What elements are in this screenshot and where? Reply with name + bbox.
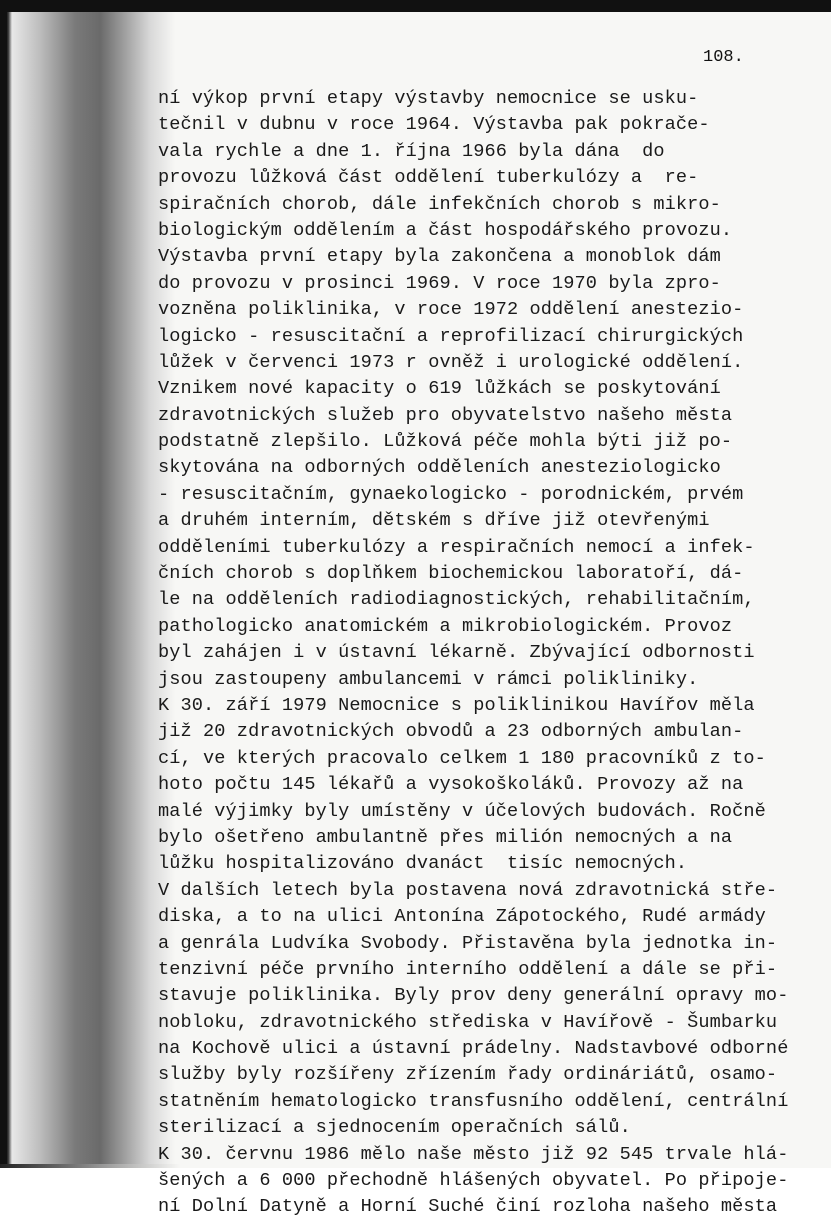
text-line: stavuje poliklinika. Byly prov deny generální opravy mo-: [158, 985, 789, 1007]
text-line: vala rychle a dne 1. října 1966 byla dána do: [158, 140, 665, 162]
text-line: tečnil v dubnu v roce 1964. Výstavba pak pokrače-: [158, 114, 710, 136]
text-line: již 20 zdravotnických obvodů a 23 odborných ambulan-: [158, 721, 744, 743]
text-line: a druhém interním, dětském s dříve již otevřenými: [158, 510, 710, 532]
scan-top-edge: [0, 0, 831, 12]
text-line: cí, ve kterých pracovalo celkem 1 180 pracovníků z to-: [158, 747, 766, 769]
scan-bottom-edge: [0, 1164, 180, 1168]
text-line: biologickým oddělením a část hospodářského provozu.: [158, 219, 733, 241]
text-line: lůžku hospitalizováno dvanáct tisíc nemocných.: [158, 853, 688, 875]
text-line: služby byly rozšířeny zřízením řady ordináriátů, osamo-: [158, 1064, 778, 1086]
text-line: pathologicko anatomickém a mikrobiologickém. Provoz: [158, 615, 733, 637]
text-line: lůžek v červenci 1973 r ovněž i urologické oddělení.: [158, 351, 744, 373]
text-line: byl zahájen i v ústavní lékarně. Zbývající odbornosti: [158, 642, 755, 664]
text-line: a genrála Ludvíka Svobody. Přistavěna byla jednotka in-: [158, 932, 778, 954]
typewritten-body: [158, 86, 788, 1221]
text-line: statněním hematologicko transfusního oddělení, centrální: [158, 1090, 789, 1112]
text-line: zdravotnických služeb pro obyvatelstvo našeho města: [158, 404, 733, 426]
text-line: spiračních chorob, dále infekčních chorob s mikro-: [158, 193, 721, 215]
text-line: logicko - resuscitační a reprofilizací chirurgických: [158, 325, 744, 347]
binding-shadow: [0, 0, 175, 1168]
text-line: na Kochově ulici a ústavní prádelny. Nadstavbové odborné: [158, 1038, 789, 1060]
text-line: čních chorob s doplňkem biochemickou laboratoří, dá-: [158, 563, 744, 585]
text-line: nobloku, zdravotnického střediska v Havířově - Šumbarku: [158, 1011, 778, 1033]
text-line: jsou zastoupeny ambulancemi v rámci polikliniky.: [158, 668, 699, 690]
text-line: skytována na odborných odděleních anesteziologicko: [158, 457, 721, 479]
text-line: do provozu v prosinci 1969. V roce 1970 byla zpro-: [158, 272, 721, 294]
text-line: vozněna poliklinika, v roce 1972 oddělení anestezio-: [158, 299, 744, 321]
page-number: 108.: [703, 48, 744, 67]
text-line: sterilizací a sjednocením operačních sálů.: [158, 1117, 631, 1139]
text-line: K 30. červnu 1986 mělo naše město již 92 545 trvale hlá-: [158, 1143, 789, 1165]
text-line: K 30. září 1979 Nemocnice s poliklinikou Havířov měla: [158, 694, 755, 716]
text-line: podstatně zlepšilo. Lůžková péče mohla býti již po-: [158, 431, 733, 453]
text-line: hoto počtu 145 lékařů a vysokoškoláků. Provozy až na: [158, 774, 744, 796]
text-line: Výstavba první etapy byla zakončena a monoblok dám: [158, 246, 721, 268]
text-line: ní výkop první etapy výstavby nemocnice se usku-: [158, 88, 699, 109]
text-line: malé výjimky byly umístěny v účelových budovách. Ročně: [158, 800, 766, 822]
text-line: odděleními tuberkulózy a respiračních nemocí a infek-: [158, 536, 755, 558]
text-line: provozu lůžková část oddělení tuberkulózy a re-: [158, 167, 699, 189]
text-line: bylo ošetřeno ambulantně přes milión nemocných a na: [158, 826, 733, 848]
text-line: - resuscitačním, gynaekologicko - porodnickém, prvém: [158, 483, 744, 505]
text-line: le na odděleních radiodiagnostických, rehabilitačním,: [158, 589, 755, 611]
text-line: diska, a to na ulici Antonína Zápotockého, Rudé armády: [158, 906, 766, 928]
scan-edge: [0, 0, 7, 1168]
text-line: V dalších letech byla postavena nová zdravotnická stře-: [158, 879, 778, 901]
text-line: Vznikem nové kapacity o 619 lůžkách se poskytování: [158, 378, 721, 400]
text-line: tenzivní péče prvního interního oddělení a dále se při-: [158, 958, 778, 980]
text-line: šených a 6 000 přechodně hlášených obyvatel. Po připoje-: [158, 1170, 789, 1192]
text-line: ní Dolní Datyně a Horní Suché činí rozloha našeho města: [158, 1196, 778, 1218]
